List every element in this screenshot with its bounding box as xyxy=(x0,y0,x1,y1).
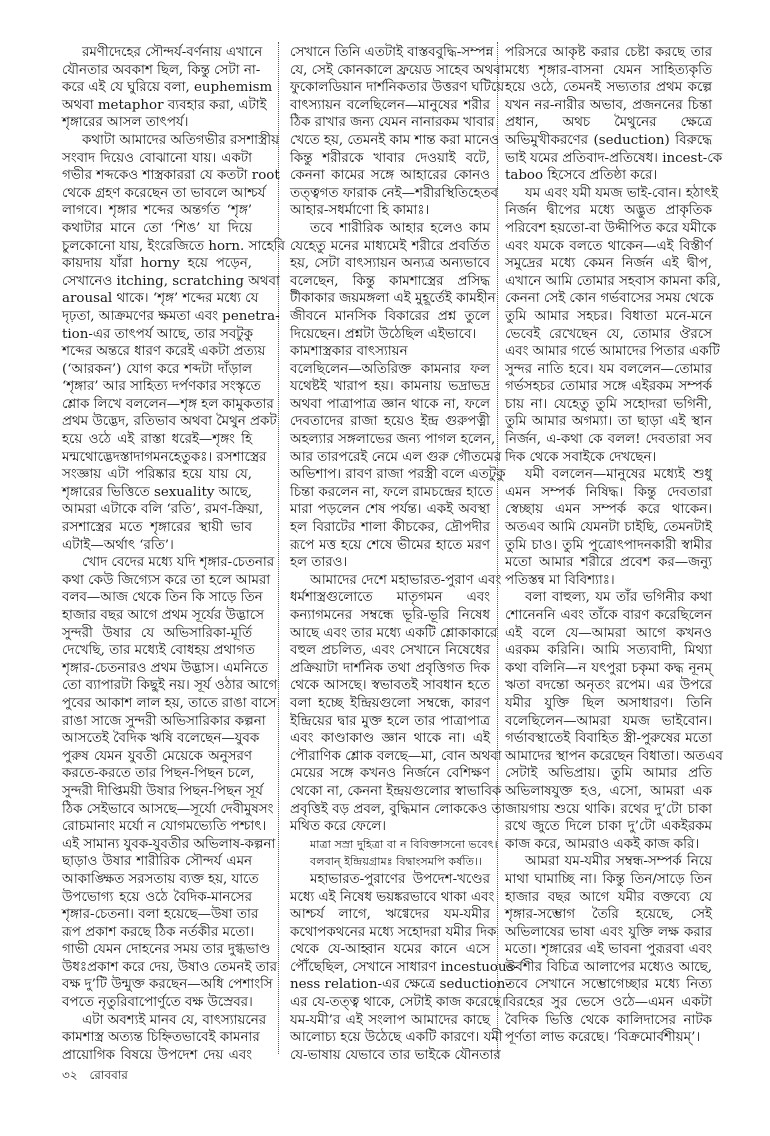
text-line: আকাঙ্ক্ষিত সরসতায় ব্যক্ত হয়, যাতে xyxy=(62,871,259,887)
text-line: উপভোগ্য হয়ে ওঠে বৈদিক-মানসের xyxy=(62,889,252,905)
text-line: শৃঙ্গার-চেতনারও প্রথম উদ্ভাস। এমনিতে xyxy=(62,660,268,676)
text-line: ছাড়াও উষার শারীরিক সৌন্দর্য এমন xyxy=(62,854,252,870)
text-line: তুমি আমার অগম্যা। তা ছাড়া এই স্থান xyxy=(505,414,712,430)
text-line: খেতে হয়, তেমনই কাম শান্ত করা মানেও xyxy=(290,132,500,148)
text-line: সংবাদ দিয়েও বোঝানো যায়। একটা xyxy=(62,150,252,166)
text-line: রমণীদেহের সৌন্দর্য-বর্ণনায় এখানে xyxy=(82,45,263,60)
paragraph xyxy=(505,44,723,185)
text-line: চায় না। যেহেতু তুমি সহোদরা ভগিনী, xyxy=(505,396,712,412)
text-line: বলব—আজ থেকে তিন কি সাড়ে তিন xyxy=(62,590,263,606)
text-line: রথে জুতে দিলে চাকা দু’টো একইরকম xyxy=(505,819,712,835)
text-line: পরিসরে আকৃষ্ট করার চেষ্টা করছে তার xyxy=(505,45,712,60)
text-line: হল বিরাটের শালা কীচকের, দ্রৌপদীর xyxy=(290,520,490,536)
text-line: বাৎস্যায়ন বলেছিলেন—মানুষের শরীর xyxy=(290,97,490,113)
text-line: নির্জন দ্বীপের মধ্যে অদ্ভুত প্রাকৃতিক xyxy=(505,203,712,219)
text-line: পৌরাণিক শ্লোক বলছে—মা, বোন অথবা xyxy=(290,748,502,764)
text-line: সেখানে তিনি এতটাই বাস্তববুদ্ধি-সম্পন্ন xyxy=(290,45,494,60)
text-line: কামশাস্ত্র অত্যন্ত চিহ্নিতভাবেই কামনার xyxy=(62,1030,260,1046)
text-line: বপতে নৃতুরিবাপোর্ণুতে বক্ষ উস্রেবর। xyxy=(62,995,253,1011)
text-line: আমরা যম-যমীর সম্বন্ধ-সম্পর্ক নিয়ে xyxy=(525,854,712,870)
text-line: বলেছিলেন—অতিরিক্ত কামনার ফল xyxy=(290,361,490,377)
text-line: মারা পড়লেন শেষ পর্যন্ত। একই অবস্থা xyxy=(290,502,490,518)
text-line: arousal থাকে। ‘শৃঙ্গ’ শব্দের মধ্যে যে xyxy=(62,291,259,307)
text-line: কামশাস্ত্রকার বাৎস্যায়ন xyxy=(290,344,408,360)
text-line: করতে-করতে তার পিছন-পিছন চলে, xyxy=(62,766,255,782)
text-line: কথাটা আমাদের অতিগভীর রসশাস্ত্রীয় xyxy=(82,132,279,148)
text-line: রোচমানাং মর্যো ন যোগমভ্যেতি পশ্চাৎ। xyxy=(62,819,267,835)
text-line: সেটাই অভিপ্রায়। তুমি আমার প্রতি xyxy=(505,766,712,782)
text-line: যে, সেই কোনকালে ফ্রয়েড সাহেব অথবা xyxy=(290,62,505,78)
text-line: খোদ বেদের মধ্যে যদি শৃঙ্গার-চেতনার xyxy=(82,555,275,571)
text-line: কথা বলিনি—ন যৎপুরা চকৃমা কদ্ধ নূনম্ xyxy=(505,660,712,676)
text-line: taboo হিসেবে প্রতিষ্ঠা করে। xyxy=(505,168,658,184)
text-line: বলবান্ ইন্দ্রিয়গ্রামঃ বিদ্বাংসমপি কর্ষতি।। xyxy=(310,855,482,869)
text-line: আমাদের দেশে মহাভারত-পুরাণ এবং xyxy=(310,572,502,588)
text-line: কিন্তু শরীরকে খাবার দেওয়াই বটে, xyxy=(290,150,490,166)
text-line: হাজার বছর আগে যমীর বক্তব্যে যে xyxy=(505,889,712,905)
text-line: অভিশাপ। রাবণ রাজা পরস্ত্রী বলে এতটুকু xyxy=(290,467,506,483)
text-line: শব্দের অন্তরে ধারণ করেই একটা প্রত্যয় xyxy=(62,344,266,360)
text-line: চিন্তা করলেন না, ফলে রামচন্দ্রের হাতে xyxy=(290,484,493,500)
text-line: আশ্চর্য লাগে, ঋগ্বেদের যম-যমীর xyxy=(290,907,490,923)
text-line: থেকে যে-আহ্বান যমের কানে এসে xyxy=(290,942,490,958)
text-line: এমন সম্পর্ক নিষিদ্ধ। কিন্তু দেবতারা xyxy=(505,484,712,500)
text-line: পুবের আকাশ লাল হয়, তাতে রাঙা বাসে xyxy=(62,695,277,711)
text-line: এরকম করিনি। আমি সত্যবাদী, মিথ্যা xyxy=(505,643,712,659)
text-line: এটাই—অর্থাৎ ‘রতি’। xyxy=(62,537,174,553)
column-divider xyxy=(497,42,498,1054)
text-line: যেহেতু মনের মাধ্যমেই শরীরে প্রবর্তিত xyxy=(290,238,490,254)
paragraph xyxy=(505,466,712,589)
text-line: টীকাকার জয়মঙ্গলা এই মুহূর্তেই কামহীন xyxy=(290,291,496,307)
paragraph xyxy=(62,554,278,1011)
text-line: উধঃপ্রকাশ করে দেয়, উষাও তেমনই তার xyxy=(62,959,277,975)
paragraph xyxy=(62,1012,267,1065)
text-line: বলা হচ্ছে ইন্দ্রিয়গুলো সম্বন্ধে, কারণ xyxy=(290,695,490,711)
text-line: শৃঙ্গারের আসল তাৎপর্য। xyxy=(62,115,189,131)
text-line: প্রবৃত্তিই বড় প্রবল, বুদ্ধিমান লোককেও তা xyxy=(290,801,506,817)
text-line: ভাই যমের প্রতিবাদ-প্রতিষেধ। incest-কে xyxy=(505,150,723,166)
paragraph xyxy=(62,44,273,132)
text-line: অতএব আমি যেমনটা চাইছি, তেমনটাই xyxy=(505,520,712,536)
text-line: রসশাস্ত্রের মতে শৃঙ্গারের স্থায়ী ভাব xyxy=(62,520,252,536)
text-line: এবং কাণ্ডাকাণ্ড জ্ঞান থাকে না। এই xyxy=(290,731,490,747)
text-line: সুন্দরী দীপ্তিময়ী উষার পিছন-পিছন সূর্য xyxy=(62,783,263,799)
text-line: গর্ভসহচর তোমার সঙ্গে এইরকম সম্পর্ক xyxy=(505,379,712,395)
text-line: সমুদ্রের মধ্যে কেমন নির্জন এই দ্বীপ, xyxy=(505,256,712,272)
text-line: হয়, সেটা বাৎস্যায়ন অন্যত্র অন্যভাবে xyxy=(290,256,490,272)
text-line: যমীর যুক্তি ছিল অসাধারণ। তিনি xyxy=(505,695,712,711)
text-line: জায়গায় শুয়ে থাকি। রথের দু’টো চাকা xyxy=(505,801,712,817)
text-line: দৃঢ়তা, আক্রমণের ক্ষমতা এবং penetra- xyxy=(62,308,280,324)
text-line: হয়ে ওঠে এই রাস্তা ধরেই—শৃঙ্গং হি xyxy=(62,432,252,448)
text-line: প্রায়োগিক বিষয়ে উপদেশ দেয় এবং xyxy=(62,1047,252,1063)
text-line: করে এই যে ঘুরিয়ে বলা, euphemism xyxy=(62,80,273,96)
article-column-3 xyxy=(505,44,723,1047)
text-line: লাগবে। শৃঙ্গার শব্দের অন্তর্গত ‘শৃঙ্গ’ xyxy=(62,203,252,219)
verse-quote xyxy=(290,836,498,871)
text-line: মতো আমার শরীরে প্রবেশ কর—জন্যু xyxy=(505,555,712,571)
text-line: এই বলে যে—আমরা আগে কখনও xyxy=(505,625,712,641)
text-line: চুলকোনো যায়, ইংরেজিতে horn. সাহেবি xyxy=(62,238,285,254)
text-line: শৃঙ্গার-সম্ভোগ তৈরি হয়েছে, সেই xyxy=(505,907,712,923)
text-line: তো ব্যাপারটা কিছুই নয়। সূর্য ওঠার আগে xyxy=(62,678,278,694)
text-line: কথোপকথনের মধ্যে সহোদরা যমীর দিক xyxy=(290,924,497,940)
text-line: কেননা কামের সঙ্গে আহারের কোনও xyxy=(290,168,490,184)
text-line: কায়দায় যাঁরা horny হয়ে পড়েন, xyxy=(62,256,252,272)
text-line: অহল্যার সঙ্গলাভের জন্য পাগল হলেন, xyxy=(290,432,496,448)
text-line: কাজ করে, আমরাও একই কাজ করি। xyxy=(505,836,700,852)
text-line: বক্ষ দু’টি উন্মুক্ত করছেন—অধি পেশাংসি xyxy=(62,977,273,993)
text-line: সেখানেও itching, scratching অথবা xyxy=(62,273,280,289)
paragraph xyxy=(290,572,506,836)
article-column-1 xyxy=(62,44,285,1064)
text-line: আছে এবং তার মধ্যে একটি শ্লোকাকারে xyxy=(290,625,498,641)
text-line: tion-এর তাৎপর্য আছে, তার সবটুকু xyxy=(62,326,253,342)
text-line: কেননা সেই কোন গর্ভবাসের সময় থেকে xyxy=(505,291,714,307)
text-line: দেখেছি, তার মধ্যেই বোধহয় প্রথাগত xyxy=(62,643,255,659)
text-line: এটা অবশ্যই মানব যে, বাৎস্যায়নের xyxy=(82,1012,267,1028)
text-line: তত্ত্বগত ফারাক নেই—শরীরস্থিতিহেতব xyxy=(290,185,498,201)
text-line: বহুল প্রচলিত, এবং সেখানে নিষেধের xyxy=(290,643,490,659)
text-line: গাভী যেমন দোহনের সময় তার দুগ্ধভাণ্ড xyxy=(62,942,271,958)
text-line: মাথা ঘামাচ্ছি না। কিন্তু তিন/সাড়ে তিন xyxy=(505,871,712,887)
text-line: ঋতা বদন্তো অনৃতং রপেম। এর উপরে xyxy=(505,678,712,694)
text-line: থেকে গ্রহণ করেছেন তা ভাবলে আশ্চর্য xyxy=(62,185,266,201)
text-line: শৃঙ্গার-চেতনা। বলা হয়েছে—উষা তার xyxy=(62,907,259,923)
text-line: এখানে আমি তোমার সহবাস কামনা করি, xyxy=(505,273,721,289)
text-line: শ্লোক লিখে বললেন—শৃঙ্গ হল কামুকতার xyxy=(62,396,274,412)
text-line: তবে সেখানে সম্ভোগেচ্ছার মধ্যে নিত্য xyxy=(505,977,712,993)
text-line: যে-ভাষায় যেভাবে তার ভাইকে যৌনতার xyxy=(290,1047,501,1063)
text-line: তুমি আমার সহচর। বিধাতা মনে-মনে xyxy=(505,308,712,324)
text-line: সুন্দরী উষার যে অভিসারিকা-মূর্তি xyxy=(62,625,252,641)
text-line: মেয়ের সঙ্গে কখনও নির্জনে বেশিক্ষণ xyxy=(290,766,490,782)
text-line: ধর্মশাস্ত্রগুলোতে মাতৃগমন এবং xyxy=(290,590,490,606)
text-line: ঠিক রাখার জন্য যেমন নানারকম খাবার xyxy=(290,115,495,131)
paragraph xyxy=(62,132,285,554)
paragraph xyxy=(505,185,721,467)
text-line: (‘আরকন’) যোগ করে শব্দটা দাঁড়াল xyxy=(62,361,252,377)
text-line: ‘শৃঙ্গার’ আর সাহিত্য দর্পণকার সংস্কৃতে xyxy=(62,379,261,395)
text-line: পরিবেশ হয়তো-বা উদ্দীপিত করে যমীকে xyxy=(505,220,717,236)
text-line: গভীর শব্দকেও শাস্ত্রকাররা যে কতটা root xyxy=(62,168,280,184)
paragraph xyxy=(505,589,723,853)
text-line: প্রধান, অথচ মৈথুনের ক্ষেত্রে xyxy=(505,115,712,131)
text-line: অভিমুখীকরণের (seduction) বিরুদ্ধে xyxy=(505,132,712,148)
text-line: অভিলাষের ভাষা এবং যুক্তি লক্ষ করার xyxy=(505,924,712,940)
text-line: ঠিক সেইভাবে আসছে—সূর্যো দেবীমুষসং xyxy=(62,801,274,817)
text-line: পুরুষ যেমন যুবতী মেয়েকে অনুসরণ xyxy=(62,748,252,764)
text-line: শোনেননি এবং তাঁকে বারণ করেছিলেন xyxy=(505,608,712,623)
text-line: বিরহের সুর ভেসে ওঠে—এমন একটা xyxy=(505,995,712,1011)
text-line: জীবনে মানসিক বিকারের প্রশ্ন তুলে xyxy=(290,308,490,324)
text-line: যমী বললেন—মানুষের মধ্যেই শুধু xyxy=(525,467,712,483)
text-line: কথা কেউ জিগ্যেস করে তা হলে আমরা xyxy=(62,572,271,588)
text-line: বলা বাহুল্য, যম তাঁর ভগিনীর কথা xyxy=(525,590,712,606)
text-line: স্বেচ্ছায় এমন সম্পর্ক করে থাকেন। xyxy=(505,502,712,518)
text-line: মতো। শৃঙ্গারের এই ভাবনা পুরূরবা এবং xyxy=(505,942,712,958)
page-number: ৩২ xyxy=(62,1068,78,1082)
text-line: ভেবেই রেখেছেন যে, তোমার ঔরসে xyxy=(505,326,712,342)
text-line: প্রক্রিয়াটা দার্শনিক তথা প্রবৃত্তিগত দিক xyxy=(290,660,490,676)
text-line: দিক থেকে সবাইকে দেখছেন। xyxy=(505,449,657,465)
text-line: থেকে আসছে। স্বভাবতই সাবধান হতে xyxy=(290,678,490,694)
paragraph xyxy=(290,361,506,572)
text-line: মন্মথোদ্ভেদস্তাদাগমনহেতুকঃ। রসশাস্ত্রের xyxy=(62,449,267,465)
text-line: প্রথম উদ্ভেদ, রতিভাব অথবা মৈথুন প্রকট xyxy=(62,414,277,430)
text-line: দেবতাদের রাজা হয়েও ইন্দ্র গুরুপত্নী xyxy=(290,414,490,430)
text-line: এবং আমার গর্ভে আমাদের পিতার একটি xyxy=(505,344,720,360)
page-footer xyxy=(62,1067,136,1087)
text-line: দিয়েছেন। প্রশ্নটা উঠেছিল এইভাবে। xyxy=(290,326,477,342)
article-column-2 xyxy=(290,44,518,1064)
text-line: হাজার বছর আগে প্রথম সূর্যের উদ্ভাসে xyxy=(62,608,264,623)
text-line: মধ্যে শৃঙ্গার-বাসনা যেমন সাহিত্যকৃতি xyxy=(505,62,712,78)
text-line: রাঙা সাজে সুন্দরী অভিসারিকার কল্পনা xyxy=(62,713,266,729)
text-line: অথবা metaphor ব্যবহার করা, এটাই xyxy=(62,97,267,113)
text-line: এই সামান্য যুবক-যুবতীর অভিলাষ-কল্পনা xyxy=(62,836,276,852)
text-line: রূপ প্রকাশ করছে ঠিক নর্তকীর মতো। xyxy=(62,924,255,940)
text-line: মাত্রা সস্রা দুহিত্রা বা ন বিবিক্তাসনো ভবেৎ। xyxy=(310,837,498,851)
text-line: অভিলাষযুক্ত হও, এসো, আমরা এক xyxy=(505,783,712,799)
paragraph xyxy=(505,853,712,1047)
text-line: বলেছিলেন—আমরা যমজ ভাইবোন। xyxy=(505,713,712,729)
text-line: যৌনতার অবকাশ ছিল, কিন্তু সেটা না- xyxy=(62,62,261,78)
text-line: উর্বশীর বিচিত্র আলাপের মধ্যেও আছে, xyxy=(505,959,712,975)
text-line: ফুকোলডিয়ান দার্শনিকতার উত্তরণ ঘটিয়ে xyxy=(290,80,505,96)
text-line: পতিস্তন্ব মা বিবিশ্যাঃ। xyxy=(505,572,615,588)
text-line: কথাটার মানে তো ‘শিঙ’ যা দিয়ে xyxy=(62,220,252,236)
text-line: যম এবং যমী যমজ ভাই-বোন। হঠাৎই xyxy=(525,185,719,201)
text-line: যথেষ্টই খারাপ হয়। কামনায় ভদ্রাভদ্র xyxy=(290,379,490,395)
paragraph xyxy=(290,44,505,220)
text-line: আমরা এটাকে বলি ‘রতি’, রমণ-ক্রিয়া, xyxy=(62,502,264,518)
text-line: আসতেই বৈদিক ঋষি বলেছেন—যুবক xyxy=(62,731,260,747)
paragraph xyxy=(290,220,496,343)
text-line: যখন নর-নারীর অভাব, প্রজননের চিন্তা xyxy=(505,97,712,113)
text-line: আর তারপরেই নেমে এল গুরু গৌতমের xyxy=(290,449,502,465)
text-line: পৌঁছেছিল, সেখানে সাধারণ incestuous- xyxy=(290,959,518,975)
text-line: এর যে-তত্ত্ব থাকে, সেটাই কাজ করেছে। xyxy=(290,995,506,1011)
text-line: মহাভারত-পুরাণের উপদেশ-খণ্ডের xyxy=(310,871,490,887)
text-line: মথিত করে ফেলে। xyxy=(290,819,386,835)
text-line: ness relation-এর ক্ষেত্রে seduction- xyxy=(290,977,510,993)
column-divider xyxy=(278,42,279,1054)
text-line: সংজ্ঞায় এটা পরিষ্কার হয়ে যায় যে, xyxy=(62,467,252,483)
magazine-name: রোববার xyxy=(89,1068,128,1082)
text-line: পূর্ণতা লাভ করেছে। ‘বিক্রমোর্বশীয়ম্’। xyxy=(505,1030,701,1046)
text-line: সুন্দর নাতি হবে। যম বললেন—তোমার xyxy=(505,361,712,377)
text-line: হল তারও। xyxy=(290,555,348,571)
text-line: অথবা পাত্রাপাত্র জ্ঞান থাকে না, ফলে xyxy=(290,396,490,412)
text-line: তুমি চাও। তুমি পুত্রোৎপাদনকারী স্বামীর xyxy=(505,537,712,553)
paragraph xyxy=(290,871,518,1065)
text-line: শৃঙ্গারের ভিত্তিতে sexuality আছে, xyxy=(62,484,253,500)
text-line: রূপে মত্ত হয়ে শেষে ভীমের হাতে মরণ xyxy=(290,537,490,553)
text-line: হয়ে ওঠে, তেমনই সভ্যতার প্রথম কল্পে xyxy=(505,80,712,96)
text-line: আমাদের স্থাপন করেছেন বিধাতা। অতএব xyxy=(505,748,723,764)
text-line: আহার-সধর্মাণো হি কামাঃ। xyxy=(290,203,430,219)
text-line: তবে শারীরিক আহার হলেও কাম xyxy=(310,220,490,236)
text-line: থেকো না, কেননা ইন্দ্রয়গুলোর স্বাভাবিক xyxy=(290,783,502,799)
text-line: বলেছেন, কিন্তু কামশাস্ত্রের প্রসিদ্ধ xyxy=(290,273,490,289)
text-line: এবং যমকে বলতে থাকেন—এই বিস্তীর্ণ xyxy=(505,238,712,254)
text-line: নির্জন, এ-কথা কে বলল! দেবতারা সব xyxy=(505,432,712,448)
text-line: বৈদিক ভিত্তি থেকে কালিদাসের নাটক xyxy=(505,1012,712,1028)
text-line: আলোচ্য হয়ে উঠেছে একটি কারণে। যমী xyxy=(290,1030,503,1046)
text-line: মধ্যে এই নিষেধ ভয়ঙ্করভাবে থাকা এবং xyxy=(290,889,495,905)
text-line: যম-যমী’র এই সংলাপ আমাদের কাছে xyxy=(290,1012,490,1028)
text-line: ইন্দ্রিয়ের দ্বার মুক্ত হলে তার পাত্রাপাত্র xyxy=(290,713,490,729)
paragraph xyxy=(290,343,490,361)
text-line: কন্যাগমনের সম্বন্ধে ভূরি-ভূরি নিষেধ xyxy=(290,608,490,623)
text-line: গর্ভাবস্থাতেই বিবাহিত স্ত্রী-পুরুষের মতো xyxy=(505,731,712,747)
